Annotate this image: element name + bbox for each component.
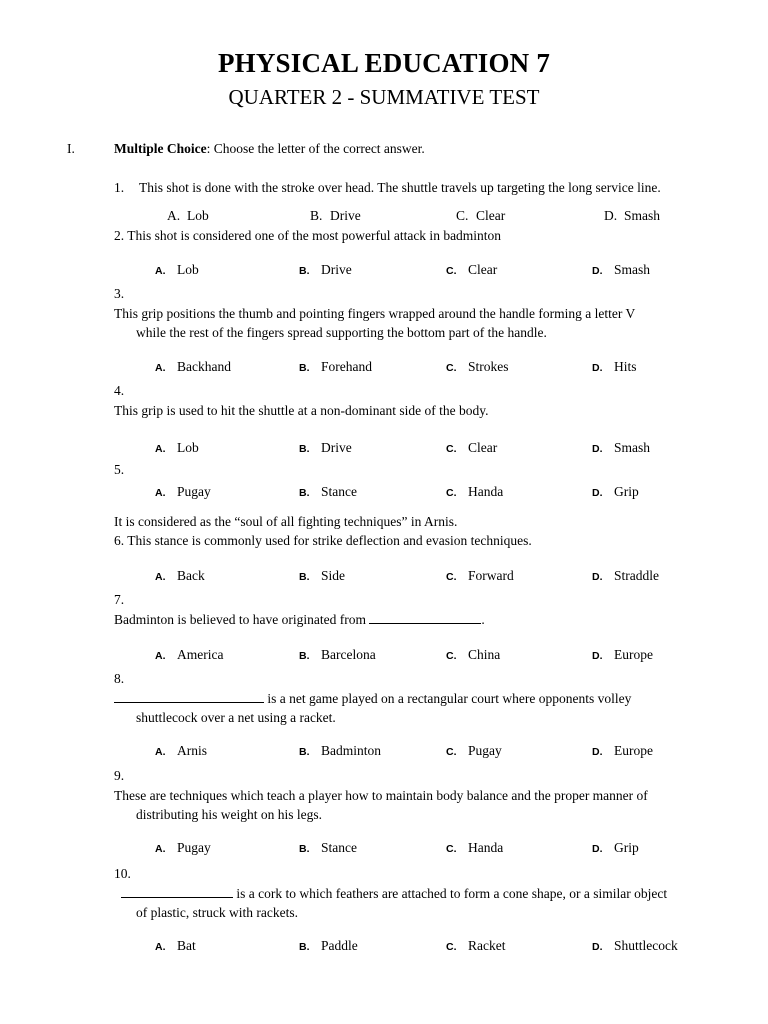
question-4-option-b[interactable] — [299, 440, 352, 456]
option-text: Pugay — [177, 484, 211, 499]
question-8-text-line2: shuttlecock over a net using a racket. — [136, 710, 336, 725]
option-text: Backhand — [177, 359, 231, 374]
option-letter: A. — [155, 843, 166, 855]
option-letter: C. — [446, 265, 457, 277]
answer-blank — [369, 611, 481, 624]
option-letter: B. — [299, 843, 310, 855]
option-text: China — [468, 647, 501, 662]
question-4-option-a[interactable] — [155, 440, 199, 456]
question-1-option-b[interactable] — [310, 208, 361, 224]
option-text: Pugay — [468, 743, 502, 758]
option-letter: B. — [299, 443, 310, 455]
option-letter: D. — [592, 265, 603, 277]
question-8-option-a[interactable] — [155, 743, 207, 759]
question-6-option-c[interactable] — [446, 568, 514, 584]
question-6-option-d[interactable] — [592, 568, 659, 584]
option-letter: D. — [592, 746, 603, 758]
question-7-number: 7. — [114, 592, 125, 607]
option-text: Side — [321, 568, 346, 583]
option-letter: D. — [592, 843, 603, 855]
question-4-option-c[interactable] — [446, 440, 497, 456]
option-text: Smash — [614, 440, 651, 455]
section-instruction: : Choose the letter of the correct answer. — [206, 141, 425, 156]
option-letter: C. — [446, 487, 457, 499]
option-text: Straddle — [614, 568, 659, 583]
option-letter: A. — [155, 362, 166, 374]
option-letter: A. — [167, 208, 181, 223]
option-text: Forehand — [321, 359, 372, 374]
question-5-option-a[interactable] — [155, 484, 211, 500]
question-3-option-b[interactable] — [299, 359, 372, 375]
option-letter: D. — [592, 362, 603, 374]
option-text: Strokes — [468, 359, 509, 374]
question-3-option-c[interactable] — [446, 359, 509, 375]
question-1-option-c[interactable] — [456, 208, 505, 224]
question-3-text-line2: while the rest of the fingers spread supporting the bottom part of the handle. — [136, 325, 547, 340]
option-letter: D. — [592, 650, 603, 662]
option-letter: B. — [299, 571, 310, 583]
option-text: Stance — [321, 484, 357, 499]
question-9-option-d[interactable] — [592, 840, 639, 856]
question-8-option-b[interactable] — [299, 743, 381, 759]
option-text: Shuttlecock — [614, 938, 678, 953]
question-6-option-b[interactable] — [299, 568, 345, 584]
question-2-option-a[interactable] — [155, 262, 199, 278]
option-text: Drive — [321, 440, 352, 455]
option-text: America — [177, 647, 224, 662]
option-text: Stance — [321, 840, 357, 855]
option-text: Arnis — [177, 743, 207, 758]
question-9-option-a[interactable] — [155, 840, 211, 856]
question-1-text: This shot is done with the stroke over head. The shuttle travels up targeting the long service line. — [139, 180, 661, 195]
question-9-number: 9. — [114, 768, 125, 783]
question-2-option-d[interactable] — [592, 262, 650, 278]
question-8-number: 8. — [114, 671, 125, 686]
question-9-text-line2: distributing his weight on his legs. — [136, 807, 323, 822]
option-text: Clear — [476, 208, 506, 223]
question-10-text-line1 — [121, 885, 667, 902]
option-text: Grip — [614, 840, 639, 855]
option-letter: A. — [155, 571, 166, 583]
question-5-number: 5. — [114, 462, 125, 477]
question-5-option-c[interactable] — [446, 484, 503, 500]
question-5-text: It is considered as the “soul of all fighting techniques” in Arnis. — [114, 514, 458, 529]
option-letter: B. — [299, 265, 310, 277]
question-6-option-a[interactable] — [155, 568, 205, 584]
option-text: Pugay — [177, 840, 211, 855]
option-text: Smash — [614, 262, 651, 277]
question-7-option-a[interactable] — [155, 647, 223, 663]
option-text: Handa — [468, 840, 504, 855]
option-letter: A. — [155, 265, 166, 277]
question-9-text-line1: These are techniques which teach a player how to maintain body balance and the proper manner of — [114, 788, 648, 803]
question-9-option-b[interactable] — [299, 840, 357, 856]
option-text: Europe — [614, 743, 653, 758]
option-letter: B. — [299, 487, 310, 499]
option-letter: D. — [604, 208, 618, 223]
option-text: Barcelona — [321, 647, 376, 662]
answer-blank — [121, 885, 233, 898]
option-letter: D. — [592, 571, 603, 583]
option-letter: D. — [592, 443, 603, 455]
option-letter: A. — [155, 487, 166, 499]
option-letter: C. — [446, 443, 457, 455]
question-6-text: 6. This stance is commonly used for strike deflection and evasion techniques. — [114, 533, 532, 548]
option-text: Grip — [614, 484, 639, 499]
question-5-option-b[interactable] — [299, 484, 357, 500]
question-10-option-d[interactable] — [592, 938, 678, 954]
option-text: Handa — [468, 484, 504, 499]
option-text: Hits — [614, 359, 637, 374]
option-letter: C. — [446, 650, 457, 662]
option-letter: C. — [446, 571, 457, 583]
question-4-text: This grip is used to hit the shuttle at a non-dominant side of the body. — [114, 403, 489, 418]
question-3-option-a[interactable] — [155, 359, 231, 375]
question-8-text-line1 — [114, 690, 631, 707]
question-10-option-a[interactable] — [155, 938, 196, 954]
question-10-text: is a cork to which feathers are attached to form a cone shape, or a similar object — [233, 886, 668, 901]
option-letter: A. — [155, 443, 166, 455]
option-text: Europe — [614, 647, 653, 662]
option-text: Bat — [177, 938, 196, 953]
question-1-option-a[interactable] — [167, 208, 209, 224]
question-10-text-line2: of plastic, struck with rackets. — [136, 905, 298, 920]
question-7-text — [114, 611, 485, 628]
option-letter: C. — [446, 941, 457, 953]
option-text: Drive — [330, 208, 361, 223]
question-10-option-b[interactable] — [299, 938, 358, 954]
question-3-option-d[interactable] — [592, 359, 637, 375]
option-text: Paddle — [321, 938, 358, 953]
option-text: Clear — [468, 262, 498, 277]
question-7-option-b[interactable] — [299, 647, 376, 663]
question-3-text-line1: This grip positions the thumb and pointing fingers wrapped around the handle forming a letter V — [114, 306, 636, 321]
question-7-option-c[interactable] — [446, 647, 500, 663]
option-letter: D. — [592, 487, 603, 499]
option-text: Smash — [624, 208, 661, 223]
option-text: Clear — [468, 440, 498, 455]
question-10-option-c[interactable] — [446, 938, 505, 954]
question-7-text-end: . — [481, 612, 485, 627]
option-letter: A. — [155, 650, 166, 662]
answer-blank — [114, 690, 264, 703]
page-subtitle: QUARTER 2 - SUMMATIVE TEST — [228, 85, 540, 109]
option-letter: B. — [299, 362, 310, 374]
question-4-number: 4. — [114, 383, 125, 398]
option-text: Drive — [321, 262, 352, 277]
option-letter: C. — [446, 362, 457, 374]
section-heading — [114, 141, 425, 157]
option-letter: B. — [310, 208, 323, 223]
option-text: Lob — [177, 440, 199, 455]
question-1-option-d[interactable] — [604, 208, 660, 224]
option-letter: C. — [446, 843, 457, 855]
question-2-option-b[interactable] — [299, 262, 352, 278]
option-letter: A. — [155, 746, 166, 758]
option-letter: B. — [299, 941, 310, 953]
option-letter: B. — [299, 650, 310, 662]
question-8-option-d[interactable] — [592, 743, 653, 759]
question-4-option-d[interactable] — [592, 440, 650, 456]
section-roman-numeral: I. — [67, 141, 75, 156]
option-text: Back — [177, 568, 205, 583]
question-5-option-d[interactable] — [592, 484, 639, 500]
option-text: Badminton — [321, 743, 381, 758]
question-7-text-line: Badminton is believed to have originated from — [114, 612, 366, 627]
option-letter: B. — [299, 746, 310, 758]
option-text: Lob — [177, 262, 199, 277]
question-8-option-c[interactable] — [446, 743, 502, 759]
question-8-text: is a net game played on a rectangular court where opponents volley — [264, 691, 632, 706]
question-2-option-c[interactable] — [446, 262, 497, 278]
page-title: PHYSICAL EDUCATION 7 — [217, 48, 551, 78]
option-text: Forward — [468, 568, 514, 583]
section-heading-label: Multiple Choice — [114, 141, 207, 156]
option-letter: A. — [155, 941, 166, 953]
question-3-number: 3. — [114, 286, 125, 301]
question-7-option-d[interactable] — [592, 647, 653, 663]
option-text: Lob — [187, 208, 209, 223]
question-2-text: 2. This shot is considered one of the most powerful attack in badminton — [114, 228, 502, 243]
option-letter: D. — [592, 941, 603, 953]
question-10-number: 10. — [114, 866, 131, 881]
question-1-number: 1. — [114, 180, 125, 195]
option-text: Racket — [468, 938, 506, 953]
option-letter: C. — [456, 208, 469, 223]
option-letter: C. — [446, 746, 457, 758]
question-9-option-c[interactable] — [446, 840, 503, 856]
